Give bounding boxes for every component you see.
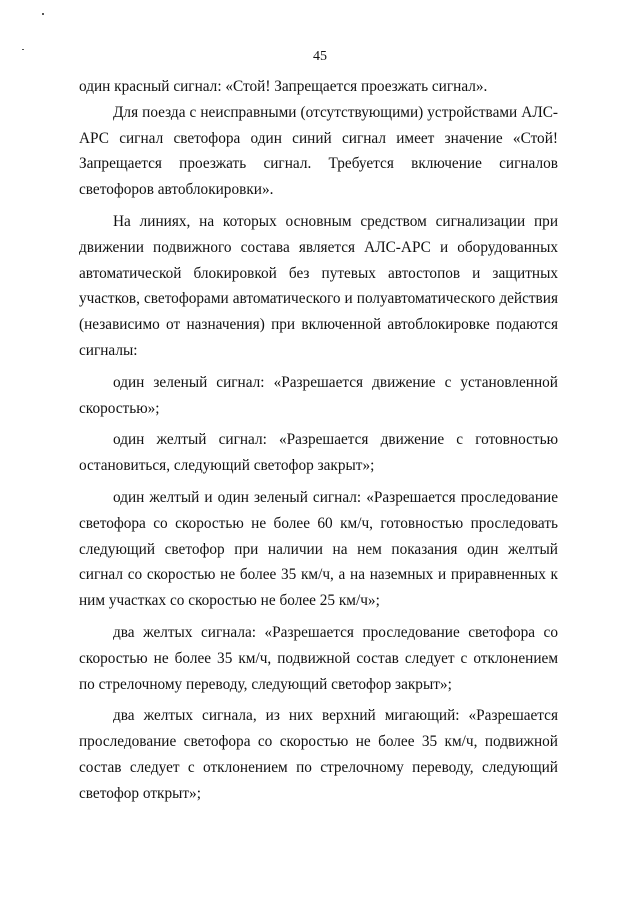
paragraph-two-yellow-signals: два желтых сигнала: «Разрешается проследование светофора со скоростью не более 35 км/ч, подвижной состав следует с отклонением по стрелочному переводу, следующий светофор закрыт»; bbox=[79, 623, 558, 693]
paragraph-yellow-green-signal: один желтый и один зеленый сигнал: «Разрешается проследование светофора со скоростью не более 60 км/ч, готовностью проследовать следующий светофор при наличии на нем показания один желтый сигнал со скоростью не более 35 км/ч, а на наземных и приравненных к ним участках со скоростью не более 25 км/ч»; bbox=[79, 488, 558, 610]
paragraph-als-ars-blue-signal: Для поезда с неисправными (отсутствующими) устройствами АЛС-АРС сигнал светофора один синий сигнал имеет значение «Стой! Запрещается проезжать сигнал. Требуется включение сигналов светофоров автоблокировки». bbox=[79, 103, 558, 199]
paragraph-green-signal: один зеленый сигнал: «Разрешается движение с установленной скоростью»; bbox=[79, 373, 558, 417]
paragraph-two-yellow-flashing: два желтых сигнала, из них верхний мигающий: «Разрешается проследование светофора со скоростью не более 35 км/ч, подвижной состав следует с отклонением по стрелочному переводу, следующий светофор открыт»; bbox=[79, 707, 558, 802]
document-body bbox=[79, 74, 558, 807]
page-number: 45 bbox=[313, 49, 327, 64]
paragraph-yellow-signal: один желтый сигнал: «Разрешается движение с готовностью остановиться, следующий светофор закрыт»; bbox=[79, 431, 558, 475]
scan-speck bbox=[42, 13, 44, 15]
paragraph-red-signal: один красный сигнал: «Стой! Запрещается проезжать сигнал». bbox=[79, 78, 488, 95]
paragraph-lines-intro: На линиях, на которых основным средством сигнализации при движении подвижного состава является АЛС-АРС и оборудованных автоматической блокировкой без путевых автостопов и защитных участков, светофорами автоматического и полуавтоматического действия (независимо от назначения) при включенной автоблокировке подаются сигналы: bbox=[79, 212, 558, 359]
